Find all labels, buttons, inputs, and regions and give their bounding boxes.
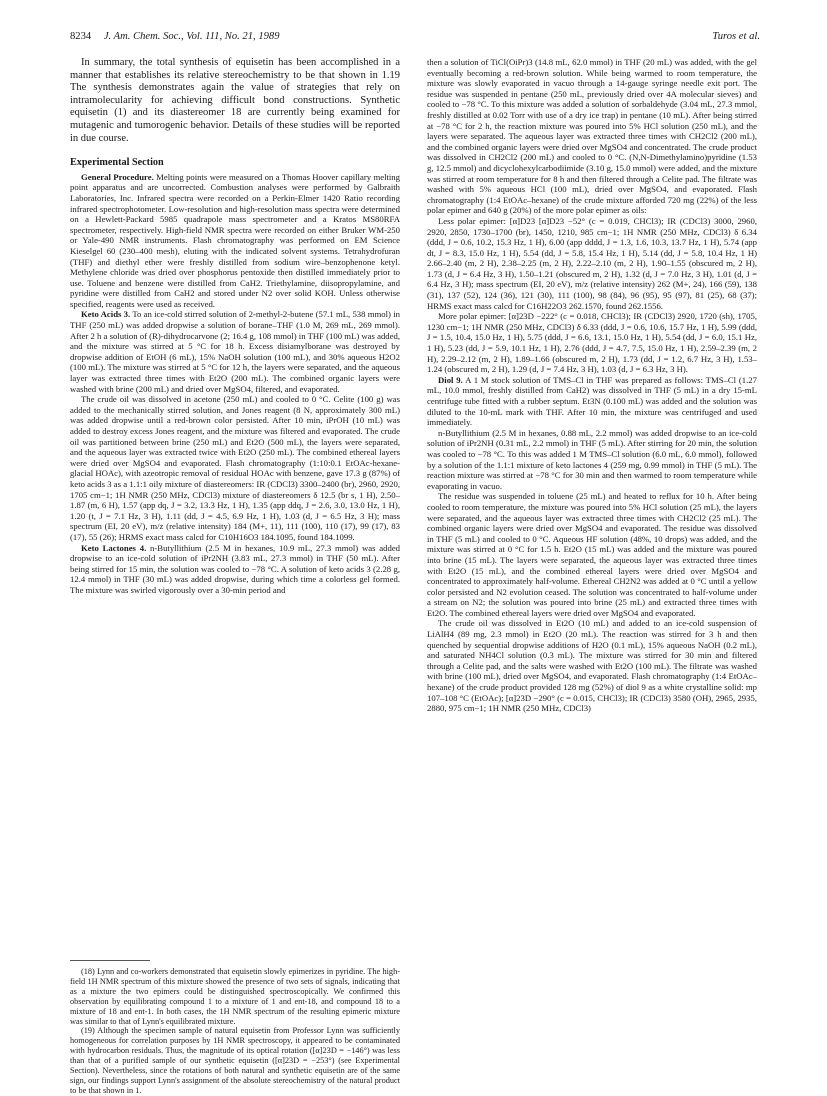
continued-paragraph: then a solution of TiCl(OiPr)3 (14.8 mL, 62.0 mmol) in THF (20 mL) was added, with the gel eventually becoming a red-brown solution. While being warmed to room temperature, the mixture was slowly evaporated in vacuo through a 14-gauge syringe needle exit port. The residue was suspended in pentane (250 mL, previously dried over 4A molecular sieves) and cooled to −78 °C. To this mixture was added a solution of sorbaldehyde (3.04 mL, 27.3 mmol, freshly distilled at 0.02 Torr with use of a dry ice trap) in pentane (10 mL). After being stirred at −78 °C for 2 h, the reaction mixture was poured into 5% HCl solution (250 mL), and the layers were separated. The aqueous layer was extracted three times with CH2Cl2 (200 mL), and the combined organic layers were dried over MgSO4 and concentrated. The crude product was dissolved in CH2Cl2 (200 mL) and cooled to 0 °C. (N,N-Dimethylamino)pyridine (1.53 g, 12.5 mmol) and dicyclohexylcarbodiimide (3.10 g, 15.0 mmol) were added, and the mixture was stirred at room temperature for 8 h and then filtered through a Celite pad. The filtrate was washed with 5% aqueous HCl (100 mL), dried over MgSO4, and evaporated. Flash chromatography (1:4 EtOAc–hexane) of the crude mixture afforded 720 mg (22%) of the less polar epimer and 640 g (20%) of the more polar epimer as oils:	[427, 57, 757, 216]
keto-acids-paragraph	[70, 309, 400, 394]
diol-heading: Diol 9.	[438, 374, 463, 385]
right-column	[427, 57, 757, 714]
keto-acids-heading: Keto Acids 3.	[81, 309, 131, 320]
left-column	[70, 57, 400, 596]
footnote-rule	[70, 960, 150, 961]
keto-lactones-text: n-Butyllithium (2.5 M in hexanes, 10.9 mL, 27.3 mmol) was added dropwise to an ice-cold solution of iPr2NH (3.83 mL, 27.3 mmol) in THF (50 mL). After being stirred for 15 min, the solution was cooled to −78 °C. A solution of keto acids 3 (2.28 g, 12.4 mmol) in THF (30 mL) was added dropwise, during which time a colorless gel formed. The mixture was swirled vigorously over a 30-min period and	[70, 542, 401, 595]
residue-paragraph: The residue was suspended in toluene (25 mL) and heated to reflux for 10 h. After being cooled to room temperature, the mixture was poured into 5% HCl solution (25 mL), the layers were separated, and the aqueous layer was extracted three times with CH2Cl2 (25 mL). The combined organic layers were dried over MgSO4 and evaporated. The residue was dissolved in THF (5 mL) and cooled to 0 °C. Aqueous HF solution (48%, 10 drops) was added, and the mixture was stirred at 0 °C for 1.5 h. Et2O (15 mL) was added and the mixture was poured into brine (15 mL). The layers were separated, the aqueous layer was extracted three times with Et2O (15 mL), and the combined ethereal layers were dried over MgSO4 and concentrated to approximately half-volume. Ethereal CH2N2 was added at 0 °C until a yellow color persisted and N2 evolution ceased. The solution was concentrated to half-volume under a stream on N2; the solution was poured into brine (25 mL) and extracted three times with Et2O. The combined ethereal layers were dried over MgSO4 and evaporated.	[427, 491, 757, 618]
page-number: 8234	[70, 31, 92, 42]
running-authors: Turos et al.	[712, 31, 760, 42]
journal-citation: J. Am. Chem. Soc., Vol. 111, No. 21, 1989	[103, 31, 280, 42]
butyllithium-paragraph: n-Butyllithium (2.5 M in hexanes, 0.88 mL, 2.2 mmol) was added dropwise to an ice-cold solution of iPr2NH (0.31 mL, 2.2 mmol) in THF (5 mL). After stirring for 20 min, the solution was cooled to −78 °C. To this was added 1 M TMS–Cl solution (6.0 mL, 6.0 mmol), followed by a solution of the 1.1:1 mixture of keto lactones 4 (259 mg, 0.99 mmol) in THF (5 mL). The reaction mixture was stirred at −78 °C for 30 min and then warmed to room temperature while evaporating in vacuo.	[427, 427, 757, 491]
more-polar-epimer-paragraph: More polar epimer: [α]23D −222° (c = 0.018, CHCl3); IR (CDCl3) 2920, 1720 (sh), 1705, 1230 cm−1; 1H NMR (250 MHz, CDCl3) δ 6.33 (ddd, J = 0.6, 10.6, 15.7 Hz, 1 H), 5.99 (ddd, J = 1.5, 10.4, 15.0 Hz, 1 H), 5.75 (ddd, J = 6.6, 13.1, 15.0 Hz, 1 H), 5.54 (dd, J = 6.0, 15.1 Hz, 1 H), 5.23 (dd, J = 5.9, 10.1 Hz, 1 H), 2.76 (ddd, J = 4.7, 7.5, 15.0 Hz, 1 H), 2.59–2.39 (m, 2 H), 2.29–2.12 (m, 2 H), 1.89–1.66 (obscured m, 2 H), 1.73 (dd, J = 1.2, 6.7 Hz, 3 H), 1.53–1.24 (obscured m, 2 H), 1.29 (d, J = 7.4 Hz, 3 H), 1.03 (d, J = 6.3 Hz, 3 H).	[427, 311, 757, 375]
keto-lactones-heading: Keto Lactones 4.	[81, 542, 147, 553]
diol-paragraph	[427, 375, 757, 428]
footnotes	[70, 960, 400, 1096]
running-header	[70, 30, 760, 44]
crude-oil-paragraph: The crude oil was dissolved in acetone (250 mL) and cooled to 0 °C. Celite (100 g) was added to the mechanically stirred solution, and Jones reagent (8 N, approximately 300 mL) was added dropwise until a red-brown color persisted. After 10 min, iPrOH (10 mL) was added to destroy excess Jones reagent, and the mixture was filtered and evaporated. The crude oil was partitioned between brine (250 mL) and Et2O (500 mL), the layers were separated, and the aqueous layer was extracted twice with Et2O (250 mL). The combined ethereal layers were dried over MgSO4 and evaporated. Flash chromatography (1:10:0.1 EtOAc-hexane-glacial HOAc), with azeotropic removal of residual HOAc with benzene, gave 17.3 g (87%) of keto acids 3 as a 1.1:1 oily mixture of diastereomers: IR (CDCl3) 3300–2400 (br), 2960, 2920, 1705 cm−1; 1H NMR (250 MHz, CDCl3) mixture of diastereomers δ 12.5 (br s, 1 H), 2.50–1.87 (m, 6 H), 1.57 (app dq, J = 3.2, 13.3 Hz, 1 H), 1.35 (app ddq, J = 2.6, 3.0, 13.0 Hz, 1 H), 1.20 (t, J = 7.1 Hz, 3 H), 1.11 (dd, J = 4.5, 6.9 Hz, 1 H), 1.03 (d, J = 6.5 Hz, 3 H); mass spectrum (EI, 20 eV), m/z (relative intensity) 184 (M+, 11), 111 (100), 110 (17), 99 (17), 83 (17), 55 (26); HRMS exact mass calcd for C10H16O3 184.1095, found 184.1099.	[70, 394, 400, 542]
less-polar-epimer-paragraph: Less polar epimer: [α]D23 [α]D23 −52° (c = 0.019, CHCl3); IR (CDCl3) 3000, 2960, 2920, 2850, 1730–1700 (br), 1450, 1210, 985 cm−1; 1H NMR (250 MHz, CDCl3) δ 6.34 (ddd, J = 0.6, 10.2, 15.3 Hz, 1 H), 6.00 (app dddd, J = 1.3, 1.6, 10.3, 13.7 Hz, 1 H), 5.74 (app dt, J = 8.3, 15.0 Hz, 1 H), 5.54 (dd, J = 5.8, 15.4 Hz, 1 H), 5.14 (dd, J = 5.8, 10.4 Hz, 1 H) 2.66–2.40 (m, 2 H), 2.38–2.25 (m, 2 H), 2.22–2.10 (m, 2 H), 1.90–1.55 (obscured m, 2 H), 1.73 (d, J = 6.4 Hz, 3 H), 1.50–1.21 (obscured m, 2 H), 1.32 (d, J = 7.0 Hz, 3 H), 1.01 (d, J = 6.4 Hz, 3 H); mass spectrum (EI, 20 eV), m/z (relative intensity) 262 (M+, 24), 166 (59), 138 (31), 137 (52), 124 (36), 121 (30), 111 (100), 98 (84), 96 (95), 95 (97), 81 (25), 68 (37); HRMS exact mass calcd for C16H22O3 262.1570, found 262.1556.	[427, 215, 757, 311]
crude-oil-reduction-paragraph: The crude oil was dissolved in Et2O (10 mL) and added to an ice-cold suspension of LiAlH4 (89 mg, 2.3 mmol) in Et2O (20 mL). The reaction was stirred for 3 h and then quenched by sequential dropwise additions of H2O (0.1 mL), 15% aqueous NaOH (0.2 mL), and saturated NH4Cl solution (0.3 mL). The mixture was stirred for 30 min and filtered through a Celite pad, and the salts were washed with Et2O (100 mL). The filtrate was washed with brine (100 mL), dried over MgSO4, and evaporated. Flash chromatography (1:4 EtOAc–hexane) of the crude product provided 128 mg (52%) of diol 9 as a white crystalline solid: mp 107–108 °C (EtOAc); [α]23D −290° (c = 0.015, CHCl3); IR (CDCl3) 3580 (OH), 2965, 2935, 2880, 975 cm−1; 1H NMR (250 MHz, CDCl3)	[427, 618, 757, 714]
diol-text: A 1 M stock solution of TMS–Cl in THF was prepared as follows: TMS–Cl (1.27 mL, 10.0 mmol, freshly distilled from CaH2) was dissolved in THF (5 mL) in a dry 15-mL centrifuge tube fitted with a rubber septum. Et3N (0.100 mL) was added and the solution was diluted to the 10-mL mark with THF. After 10 min, the mixture was centrifuged and used immediately.	[427, 374, 757, 428]
footnote-18: (18) Lynn and co-workers demonstrated that equisetin slowly epimerizes in pyridine. The high-field 1H NMR spectrum of this mixture showed the presence of two sets of signals, indicating that as a mixture the two epimers could be distinguished spectroscopically. We confirmed this observation by equilibrating compound 1 to a mixture of 1 and ent-18, and compound 18 to a mixture of 18 and ent-1. In both cases, the 1H NMR spectrum of the resulting epimeric mixture was similar to that of Lynn's equilibrated mixture.	[70, 967, 400, 1026]
keto-acids-text: To an ice-cold stirred solution of 2-methyl-2-butene (57.1 mL, 538 mmol) in THF (250 mL) was added dropwise a solution of borane–THF (1.0 M, 269 mL, 269 mmol). After 2 h a solution of (R)-dihydrocarvone (2; 16.4 g, 108 mmol) in THF (100 mL) was added, and the mixture was stirred at 5 °C for 18 h. Excess disiamylborane was destroyed by dropwise addition of EtOH (6 mL), 15% NaOH solution (100 mL), and 30% aqueous H2O2 (100 mL). The mixture was stirred at 5 °C for 12 h, the layers were separated, and the aqueous layer was extracted three times with Et2O (200 mL). The combined organic layers were washed with brine (200 mL) and dried over MgSO4, filtered, and evaporated.	[70, 309, 400, 394]
general-procedure-heading: General Procedure.	[81, 171, 154, 182]
general-procedure-text: Melting points were measured on a Thomas Hoover capillary melting point apparatus and are uncorrected. Combustion analyses were performed by Galbraith Laboratories, Inc. Infrared spectra were recorded on a Perkin-Elmer 1420 Ratio recording infrared spectrophotometer. Low-resolution and high-resolution mass spectra were determined on a Hewlett-Packard 5985 quadrapole mass spectrometer and a Kratos MS80RFA spectrometer, respectively. High-field NMR spectra were recorded on either Bruker WM-250 or Yale-490 NMR instruments. Flash chromatography was performed on EM Science Kieselgel 60 (230–400 mesh), eluting with the indicated solvent systems. Tetrahydrofuran (THF) and diethyl ether were freshly distilled from sodium wire–benzophenone ketyl. Methylene chloride was dried over phosphorus pentoxide then distilled immediately prior to use. Toluene and benzene were distilled from CaH2. Triethylamine, diisopropylamine, and pyridine were distilled from CaH2 and stored under N2 over solid KOH. Unless otherwise specified, reagents were used as received.	[70, 171, 400, 309]
general-procedure-paragraph	[70, 172, 400, 310]
summary-paragraph: In summary, the total synthesis of equisetin has been accomplished in a manner that establishes its relative stereochemistry to be that shown in 1.19 The synthesis demonstrates again the value of strategies that rely on intramolecularity for achieving difficult bond constructions. Synthetic equisetin (1) and its diastereomer 18 are currently being examined for mutagenic and tumorogenic behavior. Details of these studies will be reported in due course.	[70, 57, 400, 144]
keto-lactones-paragraph	[70, 543, 400, 596]
section-heading: Experimental Section	[70, 157, 164, 169]
footnote-19: (19) Although the specimen sample of natural equisetin from Professor Lynn was sufficiently homogeneous for correlation purposes by 1H NMR spectroscopy, it appeared to be contaminated with hydrocarbon residuals. Thus, the magnitude of its optical rotation ([α]23D = −146°) was less than that of a purified sample of our synthetic equisetin ([α]23D = −253°) (see Experimental Section). Nevertheless, since the rotations of both natural and synthetic equisetin are of the same sign, our findings support Lynn's assignment of the absolute stereochemistry of the natural product to be that shown in 1.	[70, 1026, 400, 1095]
